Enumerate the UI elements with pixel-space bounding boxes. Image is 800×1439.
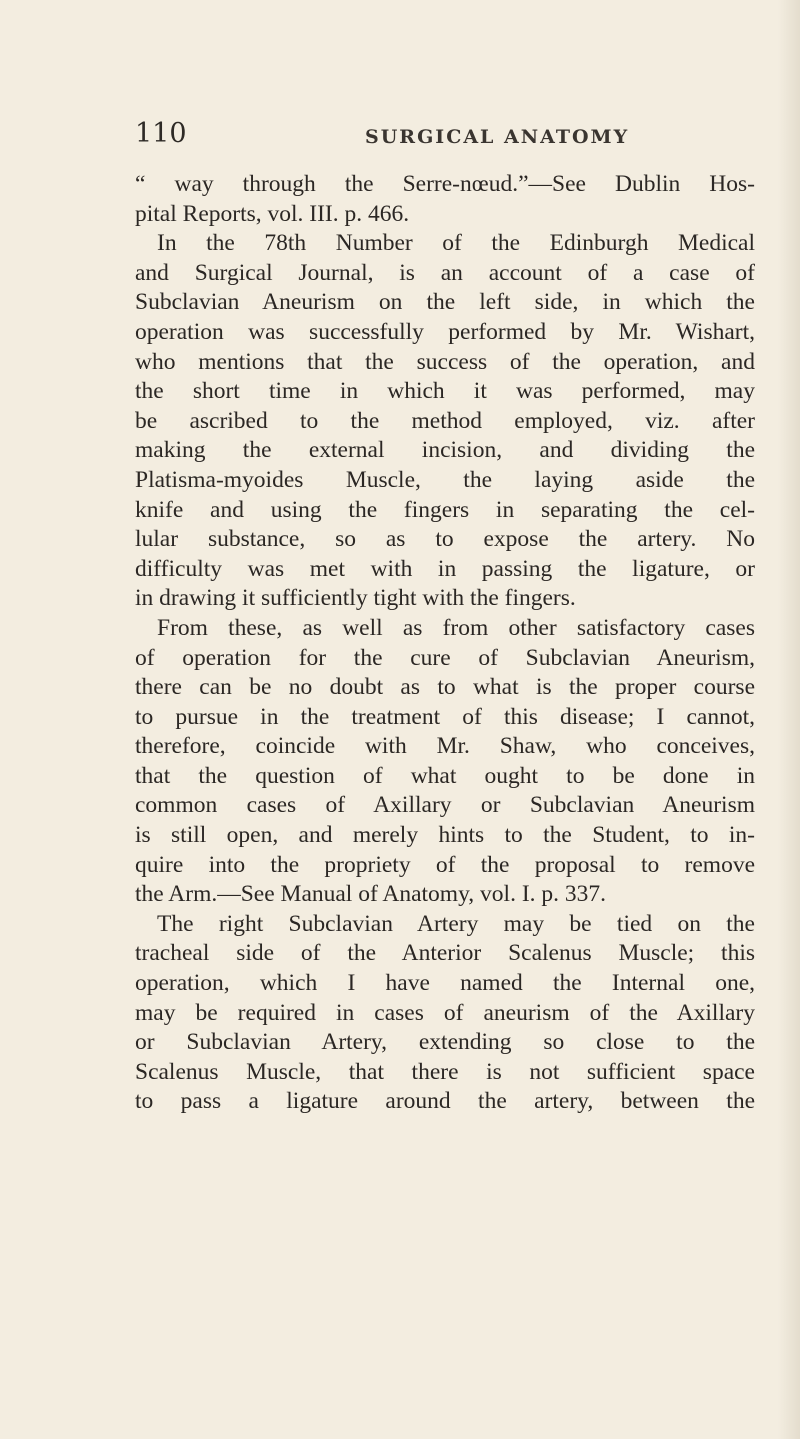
text-line: lular substance, so as to expose the artery. No: [135, 526, 755, 553]
text-line: may be required in cases of aneurism of the Axillary: [135, 999, 755, 1026]
text-line: In the 78th Number of the Edinburgh Medical: [157, 230, 755, 257]
body-text: [135, 170, 755, 1117]
text-line: of operation for the cure of Subclavian Aneurism,: [135, 644, 755, 671]
text-line: From these, as well as from other satisfactory cases: [157, 614, 755, 641]
text-line: Scalenus Muscle, that there is not sufficient space: [135, 1058, 755, 1085]
text-line: is still open, and merely hints to the Student, to in-: [135, 822, 755, 849]
page-edge-shadow: [778, 0, 800, 1439]
text-line: there can be no doubt as to what is the proper course: [135, 674, 755, 701]
text-line: the short time in which it was performed, may: [135, 378, 755, 405]
text-line: tracheal side of the Anterior Scalenus Muscle; this: [135, 940, 755, 967]
text-line: who mentions that the success of the operation, and: [135, 348, 755, 375]
text-line: common cases of Axillary or Subclavian Aneurism: [135, 792, 755, 819]
text-line: The right Subclavian Artery may be tied on the: [157, 910, 755, 937]
text-line: pital Reports, vol. III. p. 466.: [135, 200, 410, 227]
text-line: Subclavian Aneurism on the left side, in which the: [135, 289, 755, 316]
text-line: difficulty was met with in passing the ligature, or: [135, 555, 755, 582]
text-line: and Surgical Journal, is an account of a case of: [135, 259, 755, 286]
text-line: to pass a ligature around the artery, between the: [135, 1088, 755, 1115]
text-line: knife and using the fingers in separating the cel-: [135, 496, 755, 523]
text-line: operation, which I have named the Internal one,: [135, 970, 755, 997]
text-line: in drawing it sufficiently tight with the fingers.: [135, 585, 576, 612]
text-line: be ascribed to the method employed, viz. after: [135, 407, 755, 434]
text-line: to pursue in the treatment of this disease; I cannot,: [135, 703, 755, 730]
text-line: quire into the propriety of the proposal to remove: [135, 851, 755, 878]
text-line: “ way through the Serre-nœud.”—See Dublin Hos-: [135, 171, 755, 197]
running-title: SURGICAL ANATOMY: [365, 126, 630, 148]
page-header: [135, 118, 755, 158]
text-line: that the question of what ought to be done in: [135, 762, 755, 789]
text-line: operation was successfully performed by Mr. Wishart,: [135, 318, 755, 345]
text-line: or Subclavian Artery, extending so close to the: [135, 1029, 755, 1056]
text-line: the Arm.—See Manual of Anatomy, vol. I. p. 337.: [135, 881, 607, 908]
text-line: Platisma-myoides Muscle, the laying aside the: [135, 466, 755, 493]
page-number: 110: [135, 118, 187, 149]
text-line: therefore, coincide with Mr. Shaw, who conceives,: [135, 733, 755, 760]
text-line: making the external incision, and dividing the: [135, 437, 755, 464]
